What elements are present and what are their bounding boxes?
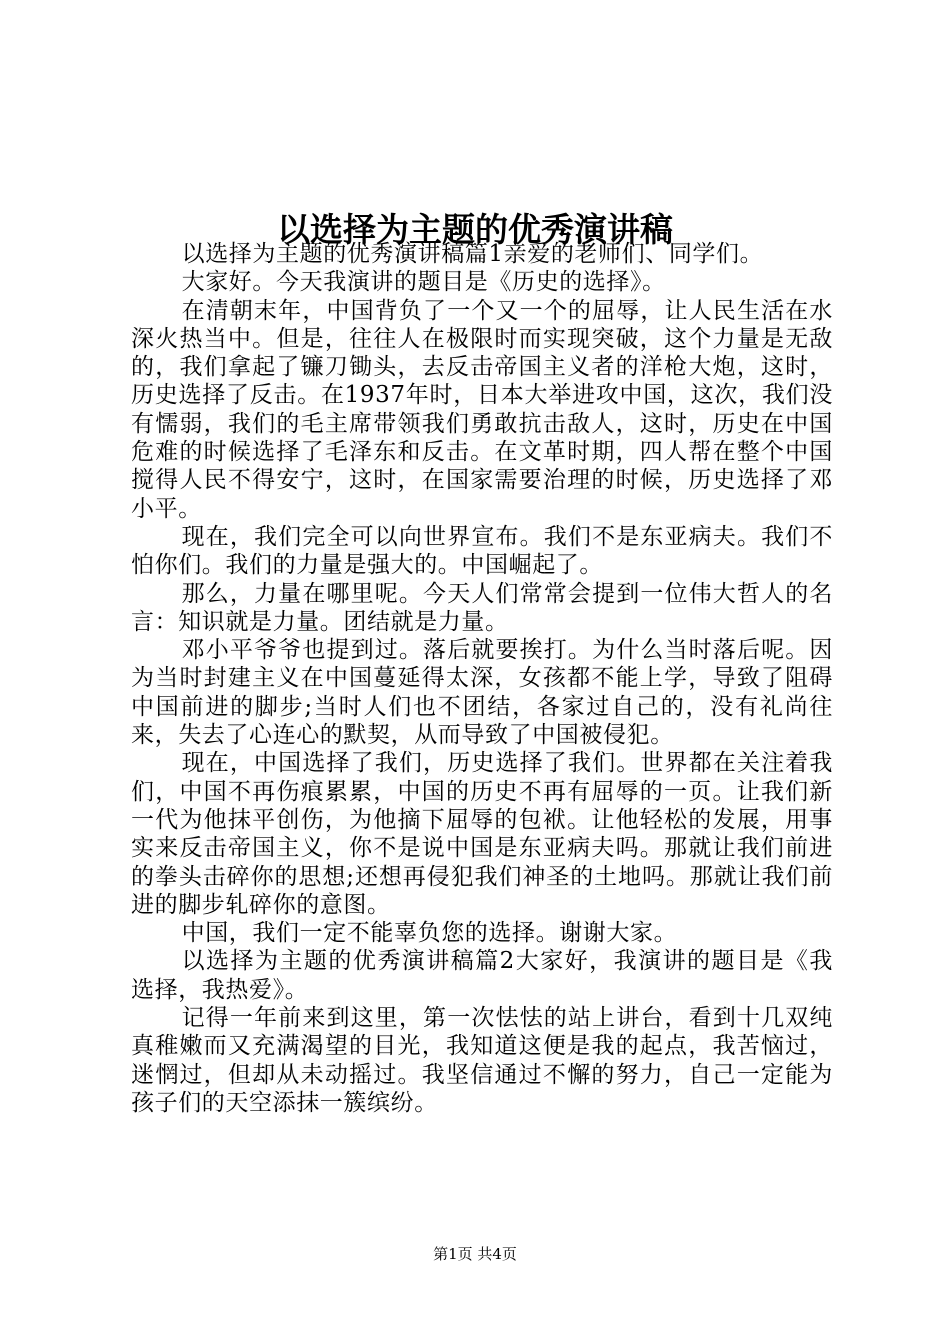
paragraph-9: 以选择为主题的优秀演讲稿篇2大家好，我演讲的题目是《我选择，我热爱》。 [131,948,833,1003]
document-title: 以选择为主题的优秀演讲稿 [277,210,673,250]
paragraph-2: 大家好。今天我演讲的题目是《历史的选择》。 [181,269,666,296]
page-number-footer: 第1页 共4页 [433,1245,517,1263]
paragraph-10: 记得一年前来到这里，第一次怯怯的站上讲台，看到十几双纯真稚嫩而又充满渴望的目光，我知道这便是我的起点，我苦恼过，迷惘过，但却从未动摇过。我坚信通过不懈的努力，自己一定能为孩子们的天空添抹一簇缤纷。 [131,1005,833,1116]
paragraph-6: 邓小平爷爷也提到过。落后就要挨打。为什么当时落后呢。因为当时封建主义在中国蔓延得太深，女孩都不能上学，导致了阻碍中国前进的脚步;当时人们也不团结，各家过自己的，没有礼尚往来，失去了心连心的默契，从而导致了中国被侵犯。 [131,637,833,749]
paragraph-7: 现在，中国选择了我们，历史选择了我们。世界都在关注着我们，中国不再伤痕累累，中国的历史不再有屈辱的一页。让我们新一代为他抹平创伤，为他摘下屈辱的包袱。让他轻松的发展，用事实来反击帝国主义，你不是说中国是东亚病夫吗。那就让我们前进的拳头击碎你的思想;还想再侵犯我们神圣的土地吗。那就让我们前进的脚步轧碎你的意图。 [131,750,833,918]
paragraph-4: 现在，我们完全可以向世界宣布。我们不是东亚病夫。我们不怕你们。我们的力量是强大的。中国崛起了。 [131,523,833,579]
paragraph-8: 中国，我们一定不能辜负您的选择。谢谢大家。 [181,920,678,947]
paragraph-3: 在清朝末年，中国背负了一个又一个的屈辱，让人民生活在水深火热当中。但是，往往人在极限时而实现突破，这个力量是无敌的，我们拿起了镰刀锄头，去反击帝国主义者的洋枪大炮，这时，历史选择了反击。在1937年时，日本大举进攻中国，这次，我们没有懦弱，我们的毛主席带领我们勇敢抗击敌人，这时，历史在中国危难的时候选择了毛泽东和反击。在文革时期，四人帮在整个中国搅得人民不得安宁，这时，在国家需要治理的时候，历史选择了邓小平。 [131,297,833,522]
document-body [131,240,833,1117]
paragraph-1: 以选择为主题的优秀演讲稿篇1亲爱的老师们、同学们。 [181,241,764,267]
paragraph-5: 那么，力量在哪里呢。今天人们常常会提到一位伟大哲人的名言：知识就是力量。团结就是力量。 [131,580,833,635]
